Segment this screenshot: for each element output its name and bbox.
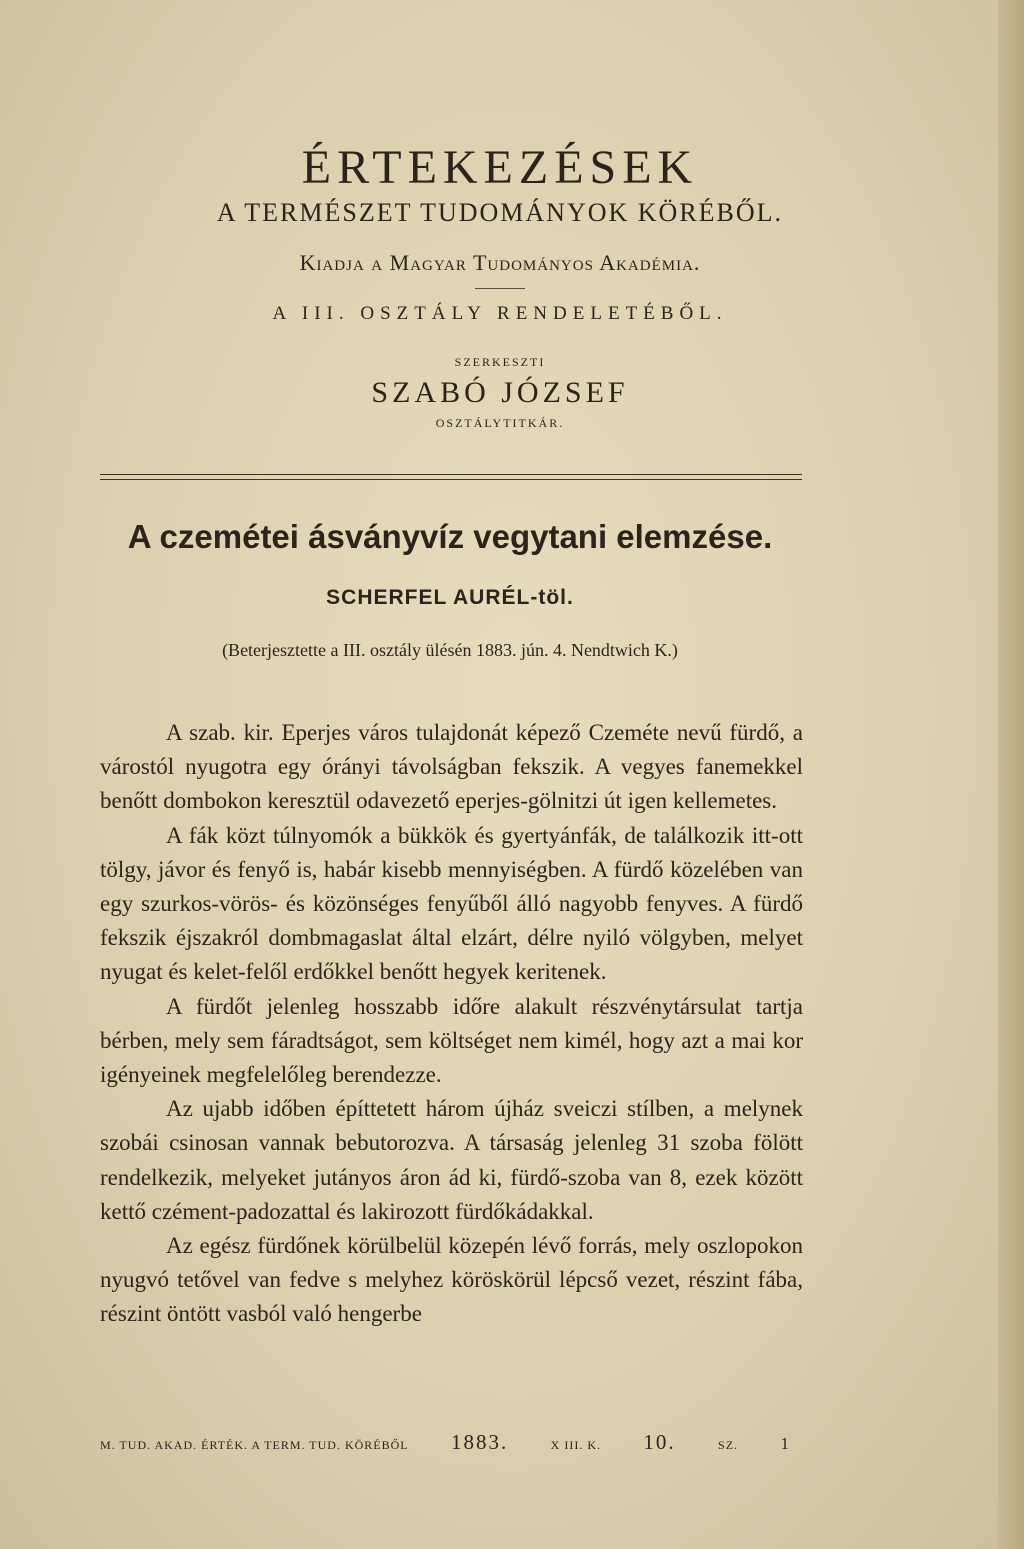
series-title: ÉRTEKEZÉSEK <box>301 141 699 194</box>
publisher-line: Kiadja a Magyar Tudományos Akadémia. <box>299 250 701 275</box>
footer-volume: X III. K. <box>550 1438 601 1452</box>
footer-year: 1883. <box>451 1430 509 1454</box>
paragraph: A szab. kir. Eperjes város tulajdonát képező Czeméte nevű fürdő, a várostól nyugotra egy órányi távolságban fekszik. A vegyes fanemekkel benőtt dombokon keresztül odavezető eperjes-gölnitzi út igen kellemetes. <box>100 720 803 814</box>
article-heading <box>0 518 900 661</box>
paragraph: A fürdőt jelenleg hosszabb időre alakult részvénytársulat tartja bérben, mely sem fáradtságot, sem költséget nem kimél, hogy azt a mai kor igényeinek megfelelőleg berendezze. <box>100 993 803 1088</box>
short-divider <box>475 288 525 289</box>
editor-label: SZERKESZTI <box>454 355 546 369</box>
editor-name: SZABÓ JÓZSEF <box>371 376 629 409</box>
footer-journal: M. TUD. AKAD. ÉRTÉK. A TERM. TUD. KÖRÉBŐL <box>100 1438 409 1452</box>
footer-number: 10. <box>643 1430 676 1454</box>
series-header <box>0 140 1000 431</box>
footer-sz: SZ. <box>718 1438 739 1452</box>
double-divider <box>100 474 802 480</box>
page-number: 1 <box>780 1434 790 1453</box>
page-footer <box>100 1430 790 1455</box>
editor-role: OSZTÁLYTITKÁR. <box>435 416 565 430</box>
paragraph: Az egész fürdőnek körülbelül közepén lévő forrás, mely oszlopokon nyugvó tetővel van fedve s melyhez köröskörül lépcső vezet, részint fába, részint öntött vasból való hengerbe <box>100 1233 803 1327</box>
series-subtitle: A TERMÉSZET TUDOMÁNYOK KÖRÉBŐL. <box>216 198 784 227</box>
paragraph: A fák közt túlnyomók a bükkök és gyertyánfák, de találkozik itt-ott tölgy, jávor és fenyő is, habár kisebb mennyiségben. A fürdő közelében van egy szurkos-vörös- és közönséges fenyűből álló nagyobb fenyves. A fürdő fekszik éjszakról dombmagaslat által elzárt, délre nyiló völgyben, melyet nyugat és kelet-felől erdőkkel benőtt hegyek keritenek. <box>100 822 803 985</box>
submission-note: (Beterjesztette a III. osztály ülésén 1883. jún. 4. Nendtwich K.) <box>222 640 678 660</box>
page-edge <box>998 0 1024 1549</box>
article-title: A czemétei ásványvíz vegytani elemzése. <box>127 518 773 555</box>
paragraph: Az ujabb időben építtetett három újház sveiczi stílben, a melynek szobái csinosan vannak bebutorozva. A társaság jelenleg 31 szoba fölött rendelkezik, melyeket jutányos áron ád ki, fürdő-szoba van 8, ezek között kettő czément-padozattal és lakirozott fürdőkádakkal. <box>100 1096 803 1224</box>
article-author: SCHERFEL AURÉL-töl. <box>326 586 574 609</box>
order-line: A III. OSZTÁLY RENDELETÉBŐL. <box>272 303 728 324</box>
article-body <box>100 716 803 1332</box>
